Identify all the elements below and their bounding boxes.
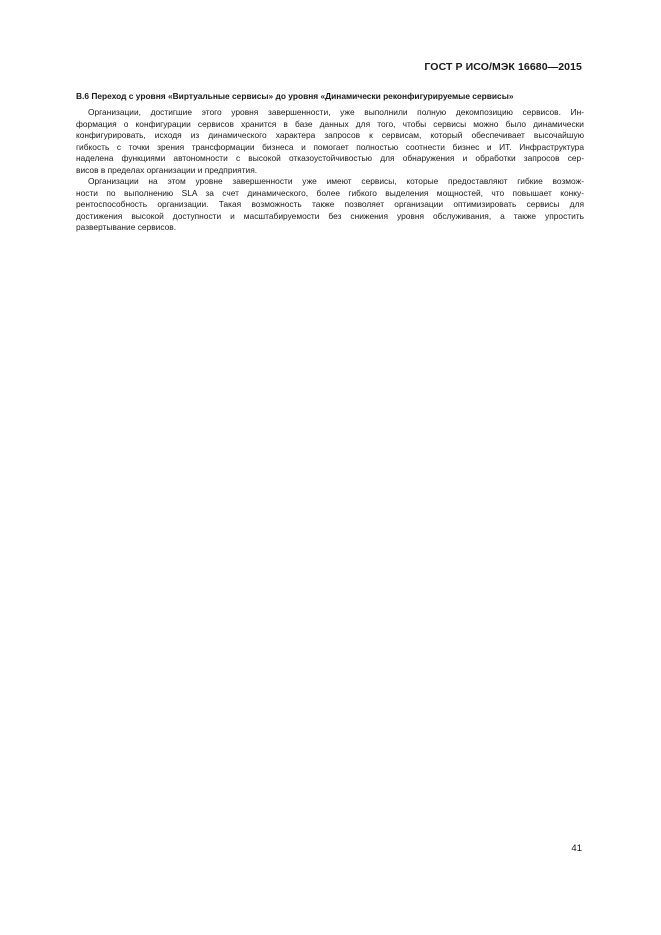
paragraph-1: [76, 107, 584, 176]
paragraph-line: достижения высокой доступности и масштабируемости без снижения уровня обслуживания, а также упростить: [76, 210, 584, 221]
paragraph-line: рентоспособность организации. Такая возможность также позволяет организации оптимизировать сервисы для: [76, 199, 584, 209]
paragraph-2: [76, 176, 584, 234]
paragraph-line: формация о конфигурации сервисов хранится в базе данных для того, чтобы сервисы можно было динамически: [76, 118, 584, 129]
paragraph-line: гибкость с точки зрения трансформации бизнеса и помогает полностью соотнести бизнес и ИТ. Инфраструктура: [76, 141, 584, 152]
paragraph-line: Организации на этом уровне завершенности уже имеют сервисы, которые предоставляют гибкие возмож-: [88, 176, 584, 186]
paragraph-line: ности по выполнению SLA за счет динамического, более гибкого выделения мощностей, что повышает конку-: [76, 187, 584, 198]
paragraph-line: Организации, достигшие этого уровня завершенности, уже выполнили полную декомпозицию сервисов. Ин-: [88, 107, 584, 117]
page-number: 41: [571, 843, 582, 854]
paragraph-line: висов в пределах организации и предприятия.: [76, 164, 258, 175]
standard-designation: ГОСТ Р ИСО/МЭК 16680—2015: [424, 61, 582, 73]
paragraph-line: конфигурировать, исходя из динамического характера запросов к сервисам, который обеспечивает высочайшую: [76, 130, 584, 140]
paragraph-line: развертывание сервисов.: [76, 222, 177, 232]
paragraph-line: наделена функциями автономности с высокой отказоустойчивостью для обнаружения и обработки запросов сер-: [76, 153, 584, 163]
section-content: [76, 90, 584, 234]
section-heading: В.6 Переход с уровня «Виртуальные сервисы» до уровня «Динамически реконфигурируемые сервисы»: [76, 91, 514, 101]
